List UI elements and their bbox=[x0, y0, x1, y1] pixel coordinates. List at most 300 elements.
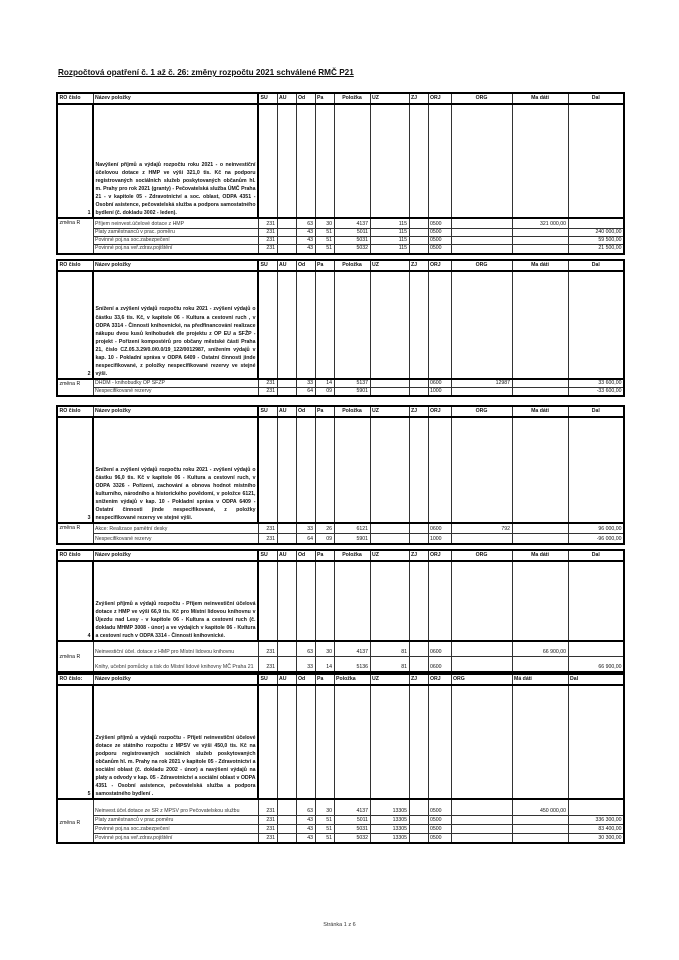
column-header: SU bbox=[258, 550, 277, 561]
column-header: ZJ bbox=[409, 674, 428, 685]
od-cell: 63 bbox=[296, 799, 315, 816]
od-cell: 33 bbox=[296, 379, 315, 388]
budget-measure-table-2 bbox=[56, 259, 625, 397]
polozka-cell: 4137 bbox=[334, 799, 370, 816]
budget-line-row bbox=[57, 825, 624, 834]
item-name: Nespecifikované rezervy bbox=[93, 388, 258, 397]
su-cell: 231 bbox=[258, 534, 277, 545]
empty-cell bbox=[512, 417, 568, 523]
au-cell bbox=[277, 799, 296, 816]
org-cell bbox=[451, 245, 512, 254]
org-cell: 792 bbox=[451, 523, 512, 534]
measure-description-row bbox=[57, 561, 624, 641]
dal-cell: 21 500,00 bbox=[568, 245, 624, 254]
column-header: ORJ bbox=[428, 406, 451, 417]
polozka-cell: 5032 bbox=[334, 834, 370, 844]
empty-cell bbox=[568, 104, 624, 218]
change-label: změna R bbox=[57, 799, 93, 843]
empty-cell bbox=[370, 561, 409, 641]
measure-description: Snížení a zvýšení výdajů rozpočtu roku 2021 - zvýšení výdajů o částku 33,6 tis. Kč, v kapitole 06 - Kultura a cestovní ruch , v ODPA 3314 - Činnosti knihovnické, na předfinancování realizace nákupu dvou kusů knihobudek dle projektu z OP EU a SFŽP - projekt - Pořízení kompostérů pro občany městské části Praha 21, číslo CZ.05.3.29/0.0/0.0/19_122/0012987, snížením výdajů v kap. 10 - Pokladní správa v ODPA 6409 - Ostatní činnosti jinde nespecifikované, z položky nespecifikované rezervy ve stejné výši. bbox=[93, 271, 258, 379]
su-cell: 231 bbox=[258, 388, 277, 397]
column-header: RO číslo bbox=[57, 550, 93, 561]
empty-cell bbox=[258, 561, 277, 641]
polozka-cell: 5011 bbox=[334, 229, 370, 237]
dal-cell: 336 300,00 bbox=[568, 816, 624, 825]
column-header: AU bbox=[277, 406, 296, 417]
header-row bbox=[57, 674, 624, 685]
au-cell bbox=[277, 245, 296, 254]
org-cell bbox=[451, 641, 512, 657]
empty-cell bbox=[451, 561, 512, 641]
column-header: Název položky bbox=[93, 674, 258, 685]
column-header: Ma dáti bbox=[512, 406, 568, 417]
dal-cell: -96 000,00 bbox=[568, 534, 624, 545]
su-cell: 231 bbox=[258, 825, 277, 834]
od-cell: 63 bbox=[296, 641, 315, 657]
zj-cell bbox=[409, 237, 428, 245]
zj-cell bbox=[409, 825, 428, 834]
orj-cell: 0600 bbox=[428, 641, 451, 657]
org-cell bbox=[451, 534, 512, 545]
column-header: Od bbox=[296, 260, 315, 271]
zj-cell bbox=[409, 218, 428, 229]
column-header: UZ bbox=[370, 550, 409, 561]
su-cell: 231 bbox=[258, 641, 277, 657]
measure-description: Navýšení příjmů a výdajů rozpočtu roku 2021 - o neinvestiční účelovou dotace z HMP ve výši 321,0 tis. Kč na podporu registrovaných sociálních služeb poskytovaných občanům hl. m. Prahy pro rok 2021 (granty) - Pečovatelská služba ÚMČ Praha 21 - v kapitole 05 - Zdravotnictví a soc. oblast, ODPA 4351 - Osobní asistence, pečovatelská služba a podpora samostatného bydlení (č. dokladu 3002 - leden). bbox=[93, 104, 258, 218]
column-header: Od bbox=[296, 550, 315, 561]
empty-cell bbox=[370, 104, 409, 218]
empty-cell bbox=[315, 271, 334, 379]
measure-description-row bbox=[57, 271, 624, 379]
empty-cell bbox=[315, 417, 334, 523]
column-header: Pa bbox=[315, 260, 334, 271]
column-header: ZJ bbox=[409, 406, 428, 417]
column-header: UZ bbox=[370, 674, 409, 685]
empty-cell bbox=[512, 271, 568, 379]
ma-dati-cell: 450 000,00 bbox=[512, 799, 568, 816]
column-header: RO číslo: bbox=[57, 674, 93, 685]
zj-cell bbox=[409, 816, 428, 825]
polozka-cell: 6121 bbox=[334, 523, 370, 534]
column-header: SU bbox=[258, 93, 277, 104]
measure-description: Zvýšení příjmů a výdajů rozpočtu - Příjem neinvestiční účelová dotace z HMP ve výši 66,9 tis. Kč pro Místní lidovou knihovnu v Újezdu nad Lesy - v kapitole 06 - Kultura a cestovní ruch (č. dokladu MHMP 3008 - únor) a ve výdajích v kapitole 06 - Kultura a cestovní ruch v ODPA 3314 - Činnosti knihovnické. bbox=[93, 561, 258, 641]
empty-cell bbox=[258, 104, 277, 218]
polozka-cell: 5901 bbox=[334, 534, 370, 545]
uz-cell: 13305 bbox=[370, 834, 409, 844]
od-cell: 43 bbox=[296, 245, 315, 254]
empty-cell bbox=[296, 561, 315, 641]
pa-cell: 30 bbox=[315, 218, 334, 229]
column-header: Pa bbox=[315, 674, 334, 685]
pa-cell: 30 bbox=[315, 799, 334, 816]
od-cell: 64 bbox=[296, 388, 315, 397]
od-cell: 33 bbox=[296, 657, 315, 673]
empty-cell bbox=[409, 271, 428, 379]
ma-dati-cell bbox=[512, 229, 568, 237]
empty-cell bbox=[512, 104, 568, 218]
od-cell: 43 bbox=[296, 825, 315, 834]
pa-cell: 51 bbox=[315, 834, 334, 844]
au-cell bbox=[277, 825, 296, 834]
au-cell bbox=[277, 657, 296, 673]
uz-cell bbox=[370, 534, 409, 545]
measure-description-row bbox=[57, 685, 624, 799]
od-cell: 43 bbox=[296, 237, 315, 245]
empty-cell bbox=[296, 271, 315, 379]
column-header: Ma dáti bbox=[512, 550, 568, 561]
orj-cell: 0500 bbox=[428, 218, 451, 229]
pa-cell: 51 bbox=[315, 229, 334, 237]
pa-cell: 14 bbox=[315, 379, 334, 388]
column-header: Pa bbox=[315, 550, 334, 561]
column-header: Dal bbox=[568, 550, 624, 561]
header-row bbox=[57, 260, 624, 271]
column-header: Od bbox=[296, 406, 315, 417]
empty-cell bbox=[334, 104, 370, 218]
au-cell bbox=[277, 816, 296, 825]
ma-dati-cell: 321 000,00 bbox=[512, 218, 568, 229]
su-cell: 231 bbox=[258, 816, 277, 825]
column-header: ORG bbox=[451, 260, 512, 271]
budget-line-row bbox=[57, 799, 624, 816]
zj-cell bbox=[409, 799, 428, 816]
empty-cell bbox=[568, 561, 624, 641]
su-cell: 231 bbox=[258, 523, 277, 534]
od-cell: 63 bbox=[296, 218, 315, 229]
au-cell bbox=[277, 218, 296, 229]
measure-description: Snížení a zvýšení výdajů rozpočtu roku 2021 - zvýšení výdajů o částku 96,0 tis. Kč v kapitole 06 - Kultura a cestovní ruch, v ODPA 3326 - Pořízení, zachování a obnova hodnot místního kulturního, národního a historického povědomí, v položce 6121, snížením výdajů v kap. 10 - Pokladní správa v ODPA 6409 - Ostatní činnosti jinde nespecifikované, z položky nespecifikované rezervy ve stejné výši. bbox=[93, 417, 258, 523]
empty-cell bbox=[428, 417, 451, 523]
empty-cell bbox=[315, 685, 334, 799]
budget-measure-table-5 bbox=[56, 673, 625, 844]
au-cell bbox=[277, 534, 296, 545]
column-header: ZJ bbox=[409, 93, 428, 104]
column-header: SU bbox=[258, 674, 277, 685]
su-cell: 231 bbox=[258, 379, 277, 388]
empty-cell bbox=[409, 685, 428, 799]
au-cell bbox=[277, 388, 296, 397]
empty-cell bbox=[428, 561, 451, 641]
empty-cell bbox=[334, 685, 370, 799]
empty-cell bbox=[334, 271, 370, 379]
pa-cell: 51 bbox=[315, 237, 334, 245]
column-header: SU bbox=[258, 260, 277, 271]
column-header: Název položky bbox=[93, 260, 258, 271]
od-cell: 64 bbox=[296, 534, 315, 545]
empty-cell bbox=[451, 685, 512, 799]
dal-cell bbox=[568, 799, 624, 816]
polozka-cell: 5031 bbox=[334, 825, 370, 834]
empty-cell bbox=[409, 417, 428, 523]
su-cell: 231 bbox=[258, 237, 277, 245]
header-row bbox=[57, 93, 624, 104]
column-header: ORJ bbox=[428, 93, 451, 104]
au-cell bbox=[277, 379, 296, 388]
item-name: Platy zaměstnanců v prac. poměru bbox=[93, 229, 258, 237]
uz-cell: 115 bbox=[370, 237, 409, 245]
change-label: změna R bbox=[57, 218, 93, 254]
column-header: Položka bbox=[334, 406, 370, 417]
orj-cell: 0600 bbox=[428, 657, 451, 673]
column-header: ORG bbox=[451, 93, 512, 104]
column-header: ORG bbox=[451, 406, 512, 417]
zj-cell bbox=[409, 379, 428, 388]
column-header: RO číslo bbox=[57, 406, 93, 417]
polozka-cell: 4137 bbox=[334, 218, 370, 229]
dal-cell: 83 400,00 bbox=[568, 825, 624, 834]
zj-cell bbox=[409, 657, 428, 673]
empty-cell bbox=[370, 685, 409, 799]
uz-cell: 13305 bbox=[370, 799, 409, 816]
zj-cell bbox=[409, 641, 428, 657]
column-header: Dal bbox=[568, 406, 624, 417]
column-header: UZ bbox=[370, 93, 409, 104]
column-header: ZJ bbox=[409, 260, 428, 271]
uz-cell bbox=[370, 379, 409, 388]
empty-cell bbox=[334, 561, 370, 641]
item-name: Povinné poj.na veř.zdrav.pojištění bbox=[93, 834, 258, 844]
pa-cell: 26 bbox=[315, 523, 334, 534]
orj-cell: 1000 bbox=[428, 388, 451, 397]
item-name: Neinvest.účel.dotace ze SR z MPSV pro Pečovatelskou službu bbox=[93, 799, 258, 816]
measure-number: 4 bbox=[57, 561, 93, 641]
item-name: Platy zaměstnanců v prac.poměru bbox=[93, 816, 258, 825]
orj-cell: 0600 bbox=[428, 523, 451, 534]
dal-cell: 33 600,00 bbox=[568, 379, 624, 388]
column-header: RO číslo bbox=[57, 93, 93, 104]
dal-cell: 30 300,00 bbox=[568, 834, 624, 844]
empty-cell bbox=[428, 271, 451, 379]
empty-cell bbox=[451, 417, 512, 523]
orj-cell: 0500 bbox=[428, 229, 451, 237]
empty-cell bbox=[315, 104, 334, 218]
pa-cell: 51 bbox=[315, 825, 334, 834]
empty-cell bbox=[277, 417, 296, 523]
su-cell: 231 bbox=[258, 245, 277, 254]
su-cell: 231 bbox=[258, 229, 277, 237]
measure-number: 1 bbox=[57, 104, 93, 218]
empty-cell bbox=[258, 271, 277, 379]
column-header: Položka bbox=[334, 674, 370, 685]
empty-cell bbox=[568, 271, 624, 379]
empty-cell bbox=[370, 271, 409, 379]
ma-dati-cell bbox=[512, 245, 568, 254]
empty-cell bbox=[277, 561, 296, 641]
budget-line-row bbox=[57, 657, 624, 673]
su-cell: 231 bbox=[258, 799, 277, 816]
dal-cell bbox=[568, 218, 624, 229]
column-header: Položka bbox=[334, 93, 370, 104]
polozka-cell: 5031 bbox=[334, 237, 370, 245]
column-header: Název položky bbox=[93, 406, 258, 417]
column-header: Dal bbox=[568, 674, 624, 685]
budget-measure-table-1 bbox=[56, 92, 625, 255]
document-title: Rozpočtová opatření č. 1 až č. 26: změny rozpočtu 2021 schválené RMČ P21 bbox=[58, 68, 354, 77]
budget-line-row bbox=[57, 523, 624, 534]
empty-cell bbox=[258, 417, 277, 523]
orj-cell: 0500 bbox=[428, 816, 451, 825]
ma-dati-cell bbox=[512, 523, 568, 534]
measure-description-row bbox=[57, 417, 624, 523]
zj-cell bbox=[409, 834, 428, 844]
polozka-cell: 5032 bbox=[334, 245, 370, 254]
column-header: SU bbox=[258, 406, 277, 417]
pa-cell: 09 bbox=[315, 534, 334, 545]
empty-cell bbox=[315, 561, 334, 641]
item-name: Knihy, učební pomůcky a tisk do Místní lidové knihovny MČ Praha 21 bbox=[93, 657, 258, 673]
column-header: AU bbox=[277, 260, 296, 271]
org-cell bbox=[451, 218, 512, 229]
measure-number: 3 bbox=[57, 417, 93, 523]
change-label: změna R bbox=[57, 641, 93, 672]
column-header: Od bbox=[296, 674, 315, 685]
empty-cell bbox=[428, 104, 451, 218]
uz-cell bbox=[370, 388, 409, 397]
budget-line-row bbox=[57, 534, 624, 545]
measure-description: Zvýšení příjmů a výdajů rozpočtu - Přijetí neinvestiční účelové dotace ze státního rozpočtu z MPSV ve výši 450,0 tis. Kč na podporu registrovaných sociálních služeb poskytovaných občanům hl. m. Prahy na rok 2021 v kapitole 05 - Zdravotnictví a sociální oblast (č. dokladu 2002 - únor) a navýšení výdajů na platy a odvody v kap. 05 - Zdravotnictví a sociální oblast v ODPA 4351 - Osobní asistence, pečovatelská služba a podpora samostatného bydlení . bbox=[93, 685, 258, 799]
measure-number: 5 bbox=[57, 685, 93, 799]
column-header: UZ bbox=[370, 406, 409, 417]
uz-cell bbox=[370, 523, 409, 534]
su-cell: 231 bbox=[258, 218, 277, 229]
uz-cell: 13305 bbox=[370, 816, 409, 825]
budget-line-row bbox=[57, 237, 624, 245]
zj-cell bbox=[409, 534, 428, 545]
ma-dati-cell bbox=[512, 816, 568, 825]
orj-cell: 0500 bbox=[428, 245, 451, 254]
polozka-cell: 4137 bbox=[334, 641, 370, 657]
empty-cell bbox=[451, 104, 512, 218]
orj-cell: 0500 bbox=[428, 825, 451, 834]
budget-line-row bbox=[57, 245, 624, 254]
ma-dati-cell: 66 900,00 bbox=[512, 641, 568, 657]
uz-cell: 81 bbox=[370, 657, 409, 673]
empty-cell bbox=[296, 104, 315, 218]
column-header: Od bbox=[296, 93, 315, 104]
column-header: AU bbox=[277, 550, 296, 561]
org-cell bbox=[451, 834, 512, 844]
au-cell bbox=[277, 523, 296, 534]
column-header: UZ bbox=[370, 260, 409, 271]
change-label: změna R bbox=[57, 379, 93, 396]
dal-cell: 66 900,00 bbox=[568, 657, 624, 673]
od-cell: 33 bbox=[296, 523, 315, 534]
empty-cell bbox=[296, 417, 315, 523]
column-header: ZJ bbox=[409, 550, 428, 561]
budget-line-row bbox=[57, 816, 624, 825]
column-header: Název položky bbox=[93, 93, 258, 104]
org-cell bbox=[451, 657, 512, 673]
item-name: Povinné poj.na veř.zdrav.pojištění bbox=[93, 245, 258, 254]
column-header: AU bbox=[277, 674, 296, 685]
column-header: Položka bbox=[334, 550, 370, 561]
empty-cell bbox=[568, 685, 624, 799]
measure-description-row bbox=[57, 104, 624, 218]
od-cell: 43 bbox=[296, 816, 315, 825]
orj-cell: 0600 bbox=[428, 379, 451, 388]
item-name: DHDM - knihobudky OP SFŽP bbox=[93, 379, 258, 388]
column-header: Pa bbox=[315, 406, 334, 417]
budget-measure-table-3 bbox=[56, 405, 625, 545]
polozka-cell: 5137 bbox=[334, 379, 370, 388]
uz-cell: 81 bbox=[370, 641, 409, 657]
column-header: ORJ bbox=[428, 550, 451, 561]
zj-cell bbox=[409, 388, 428, 397]
column-header: Pa bbox=[315, 93, 334, 104]
empty-cell bbox=[334, 417, 370, 523]
dal-cell: 240 000,00 bbox=[568, 229, 624, 237]
au-cell bbox=[277, 229, 296, 237]
budget-line-row bbox=[57, 218, 624, 229]
column-header: RO číslo bbox=[57, 260, 93, 271]
zj-cell bbox=[409, 229, 428, 237]
column-header: Dal bbox=[568, 93, 624, 104]
item-name: Povinné poj.na soc.zabezpečení bbox=[93, 825, 258, 834]
org-cell bbox=[451, 388, 512, 397]
column-header: Má dáti bbox=[512, 674, 568, 685]
column-header: Dal bbox=[568, 260, 624, 271]
header-row bbox=[57, 406, 624, 417]
org-cell bbox=[451, 799, 512, 816]
od-cell: 43 bbox=[296, 834, 315, 844]
ma-dati-cell bbox=[512, 379, 568, 388]
ma-dati-cell bbox=[512, 834, 568, 844]
budget-line-row bbox=[57, 229, 624, 237]
item-name: Nespecifikované rezervy bbox=[93, 534, 258, 545]
budget-line-row bbox=[57, 388, 624, 397]
empty-cell bbox=[512, 685, 568, 799]
ma-dati-cell bbox=[512, 657, 568, 673]
column-header: ORG bbox=[451, 674, 512, 685]
empty-cell bbox=[370, 417, 409, 523]
column-header: ORJ bbox=[428, 260, 451, 271]
uz-cell: 115 bbox=[370, 229, 409, 237]
au-cell bbox=[277, 641, 296, 657]
pa-cell: 14 bbox=[315, 657, 334, 673]
empty-cell bbox=[428, 685, 451, 799]
item-name: Akce: Realizace pamětní desky bbox=[93, 523, 258, 534]
org-cell: 12987 bbox=[451, 379, 512, 388]
od-cell: 43 bbox=[296, 229, 315, 237]
column-header: Název položky bbox=[93, 550, 258, 561]
column-header: Ma dáti bbox=[512, 260, 568, 271]
column-header: AU bbox=[277, 93, 296, 104]
zj-cell bbox=[409, 245, 428, 254]
budget-line-row bbox=[57, 641, 624, 657]
item-name: Povinné poj.na soc.zabezpečení bbox=[93, 237, 258, 245]
dal-cell: 59 500,00 bbox=[568, 237, 624, 245]
au-cell bbox=[277, 834, 296, 844]
polozka-cell: 5901 bbox=[334, 388, 370, 397]
column-header: Ma dáti bbox=[512, 93, 568, 104]
orj-cell: 0500 bbox=[428, 237, 451, 245]
org-cell bbox=[451, 816, 512, 825]
dal-cell: 96 000,00 bbox=[568, 523, 624, 534]
measure-number: 2 bbox=[57, 271, 93, 379]
empty-cell bbox=[409, 104, 428, 218]
ma-dati-cell bbox=[512, 825, 568, 834]
org-cell bbox=[451, 237, 512, 245]
dal-cell: -33 600,00 bbox=[568, 388, 624, 397]
su-cell: 231 bbox=[258, 834, 277, 844]
column-header: Položka bbox=[334, 260, 370, 271]
empty-cell bbox=[277, 271, 296, 379]
empty-cell bbox=[296, 685, 315, 799]
uz-cell: 115 bbox=[370, 218, 409, 229]
zj-cell bbox=[409, 523, 428, 534]
org-cell bbox=[451, 825, 512, 834]
empty-cell bbox=[568, 417, 624, 523]
